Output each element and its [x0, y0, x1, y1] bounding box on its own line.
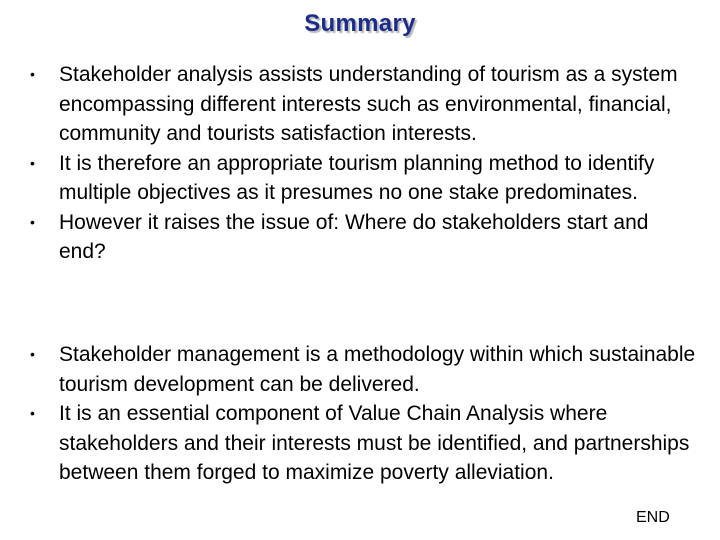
bullet-item: [30, 60, 700, 149]
bullet-text: It is an essential component of Value Chain Analysis where stakeholders and their interests must be identified, and partnerships between them forged to maximize poverty alleviation.: [59, 402, 690, 484]
bullet-icon: •: [30, 213, 35, 230]
bullet-list-top: [30, 60, 700, 267]
bullet-icon: •: [30, 346, 35, 362]
bullet-text: However it raises the issue of: Where do stakeholders start and end?: [59, 210, 649, 263]
bullet-item: [30, 149, 700, 208]
bullet-icon: •: [30, 154, 35, 171]
bullet-item: [30, 340, 700, 399]
bullet-item: [30, 399, 700, 488]
bullet-item: [30, 208, 700, 267]
bullet-text: Stakeholder analysis assists understanding of tourism as a system encompassing different interests such as environmental, financial, community and tourists satisfaction interests.: [59, 63, 678, 145]
slide-title: Summary: [304, 10, 416, 37]
bullet-icon: •: [30, 66, 35, 82]
bullet-icon: •: [30, 405, 35, 421]
bullet-text: Stakeholder management is a methodology within which sustainable tourism development can be delivered.: [59, 343, 696, 396]
end-label: END: [636, 509, 670, 526]
bullet-text: It is therefore an appropriate tourism planning method to identify multiple objectives as it presumes no one stake predominates.: [59, 151, 655, 204]
bullet-list-bottom: [30, 340, 700, 488]
